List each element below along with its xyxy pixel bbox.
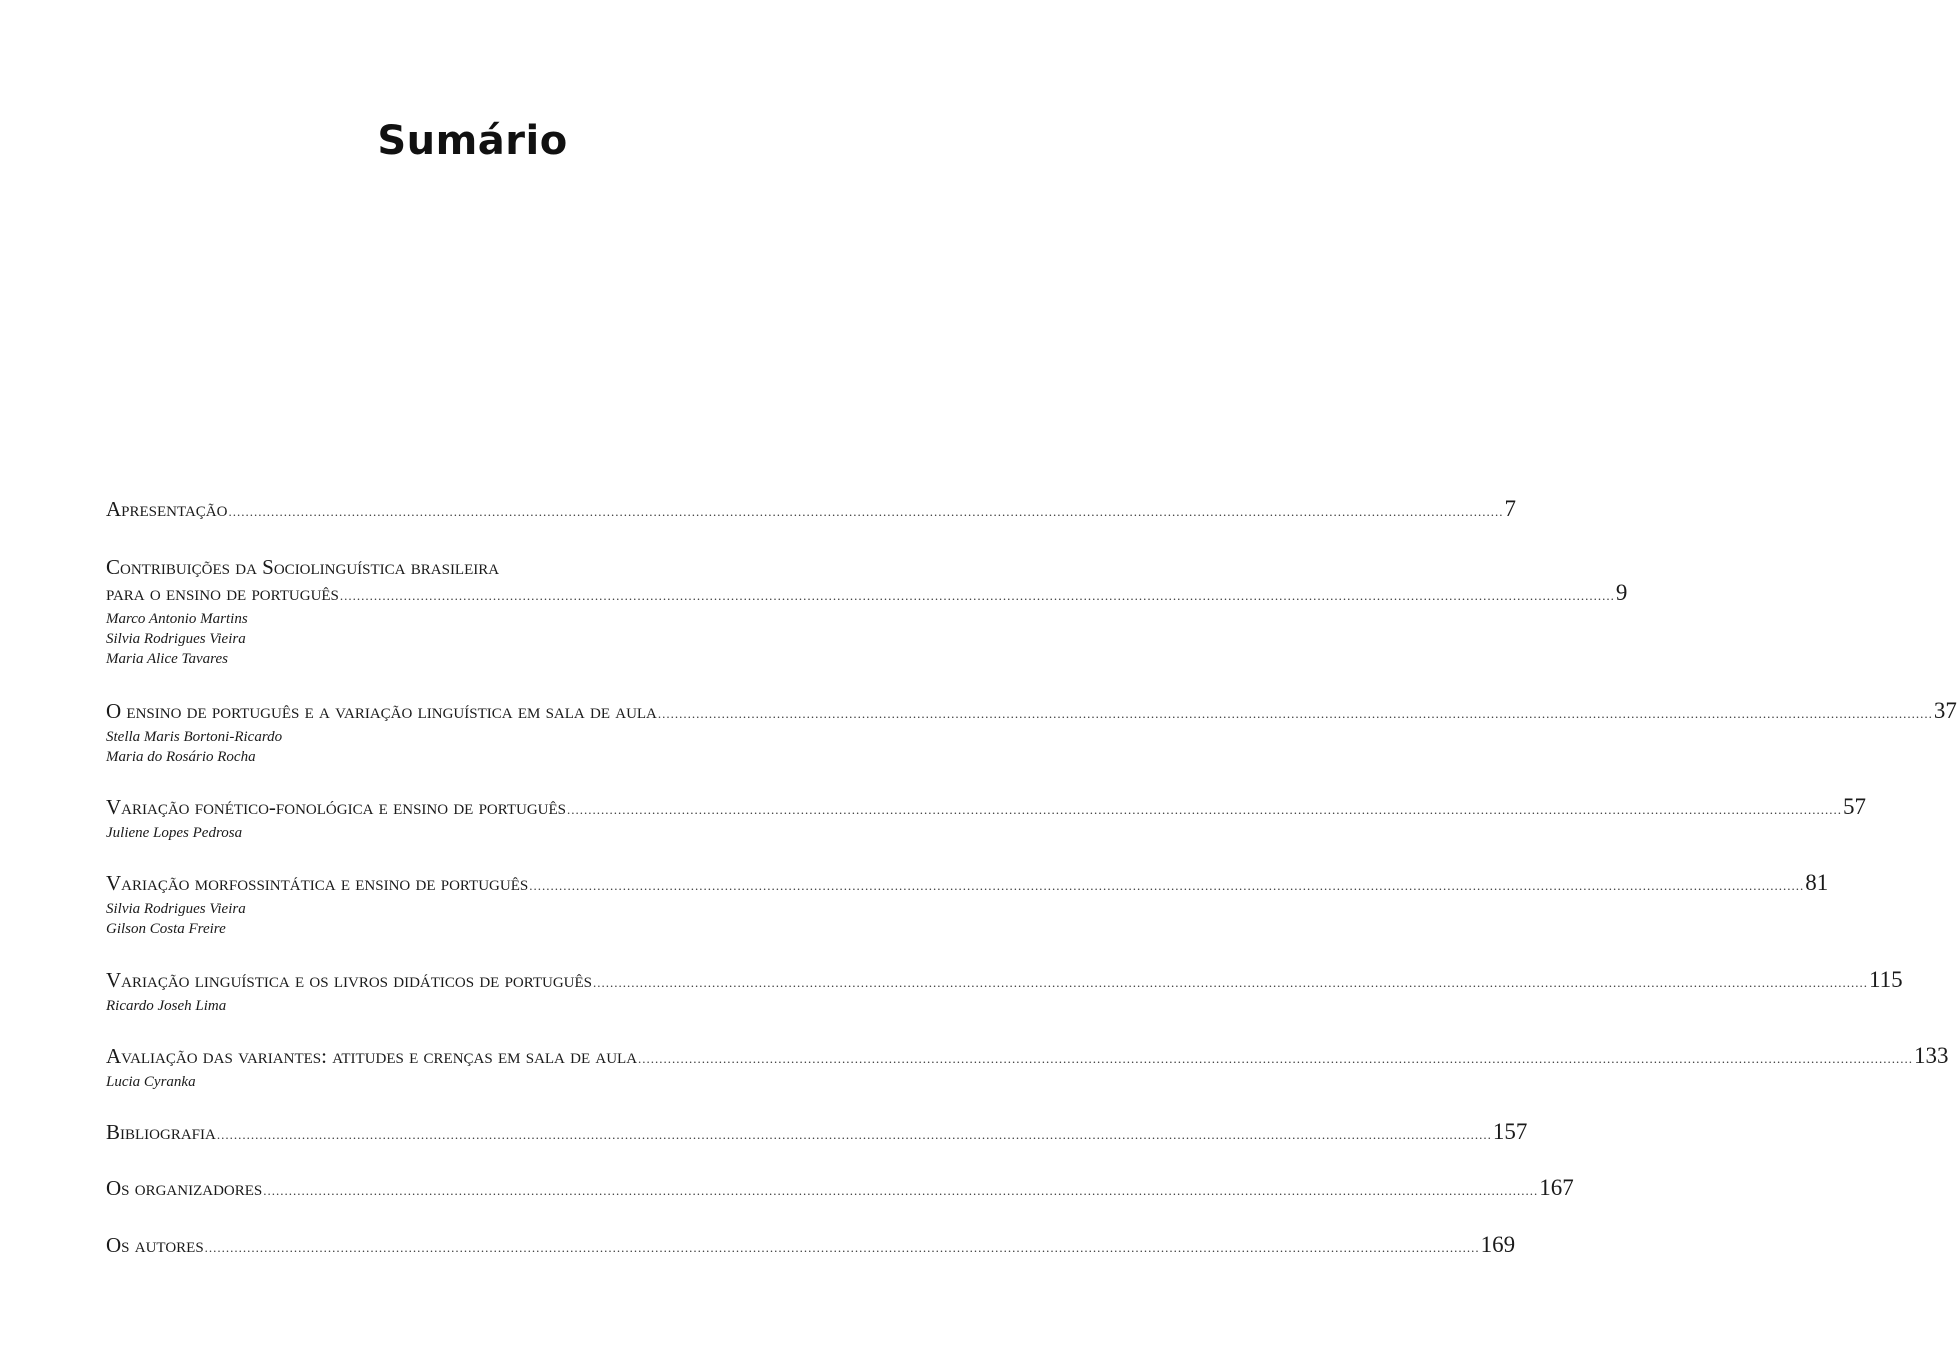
toc-line (106, 496, 1516, 525)
toc-page-number: 133 (1914, 1043, 1949, 1068)
toc-entry-title: Os organizadores (106, 1176, 263, 1200)
leader-dots: ............................................................................................................................................................................................................................................................................................................ (204, 1240, 1480, 1255)
toc-entry-autores[interactable] (106, 1232, 1516, 1261)
toc-line (106, 698, 1957, 727)
toc-entry-title: Bibliografia (106, 1120, 216, 1144)
toc-line (106, 794, 1867, 823)
toc-entry-title: Avaliação das variantes: atitudes e crenças em sala de aula (106, 1044, 638, 1068)
toc-page-number: 81 (1805, 870, 1829, 895)
leader-dots: ............................................................................................................................................................................................................................................................................................................ (593, 975, 1869, 990)
toc-entry-ensino-variacao[interactable] (106, 698, 1957, 767)
toc-entry-apresentacao[interactable] (106, 496, 1516, 525)
toc-page-number: 9 (1615, 580, 1628, 605)
leader-dots: ............................................................................................................................................................................................................................................................................................................ (216, 1127, 1492, 1142)
author-name: Ricardo Joseh Lima (106, 998, 227, 1014)
leader-dots: ............................................................................................................................................................................................................................................................................................................ (263, 1183, 1539, 1198)
author-name: Maria do Rosário Rocha (106, 749, 256, 765)
toc-entry-title: Variação morfossintática e ensino de português (106, 871, 529, 895)
toc-page-number: 157 (1492, 1119, 1528, 1144)
toc-page-number: 169 (1480, 1232, 1516, 1257)
toc-line (106, 967, 1903, 996)
toc-line (106, 580, 1628, 609)
author-name: Stella Maris Bortoni-Ricardo (106, 729, 283, 745)
toc-entry-fonetico[interactable] (106, 794, 1867, 843)
leader-dots: ............................................................................................................................................................................................................................................................................................................ (638, 1051, 1914, 1066)
toc-line (106, 1119, 1528, 1148)
toc-line (106, 870, 1829, 899)
leader-dots: ............................................................................................................................................................................................................................................................................................................ (529, 878, 1805, 893)
toc-entry-title-line1: Contribuições da Sociolinguística brasileira (106, 555, 500, 579)
toc-line (106, 1232, 1516, 1261)
toc-line (106, 554, 856, 580)
toc-entry-title: para o ensino de português (106, 581, 339, 605)
toc-page-number: 115 (1869, 967, 1903, 992)
author-name: Lucia Cyranka (106, 1074, 196, 1090)
author-name: Juliene Lopes Pedrosa (106, 825, 243, 841)
leader-dots: ............................................................................................................................................................................................................................................................................................................ (228, 504, 1504, 519)
toc-entry-title: O ensino de português e a variação linguística em sala de aula (106, 699, 657, 723)
toc-line (106, 1043, 1949, 1072)
toc-page-number: 7 (1504, 496, 1516, 521)
toc-entry-livros-didaticos[interactable] (106, 967, 1903, 1016)
leader-dots: ............................................................................................................................................................................................................................................................................................................ (567, 802, 1843, 817)
toc-entry-title: Apresentação (106, 497, 228, 521)
toc-page-number: 57 (1843, 794, 1867, 819)
author-name: Maria Alice Tavares (106, 651, 228, 667)
toc-page-number: 37 (1933, 698, 1957, 723)
leader-dots: ............................................................................................................................................................................................................................................................................................................ (657, 706, 1933, 721)
author-name: Gilson Costa Freire (106, 921, 226, 937)
author-name: Marco Antonio Martins (106, 611, 248, 627)
leader-dots: ............................................................................................................................................................................................................................................................................................................ (339, 588, 1615, 603)
toc-entry-title: Variação fonético-fonológica e ensino de português (106, 795, 567, 819)
author-name: Silvia Rodrigues Vieira (106, 631, 246, 647)
toc-entry-contribuicoes[interactable] (106, 554, 1628, 669)
toc-entry-avaliacao[interactable] (106, 1043, 1949, 1092)
toc-entry-bibliografia[interactable] (106, 1119, 1528, 1148)
page-title: Sumário (377, 118, 568, 164)
toc-line (106, 1175, 1574, 1204)
toc-entry-morfossintatica[interactable] (106, 870, 1829, 939)
toc-page-number: 167 (1539, 1175, 1574, 1200)
toc-entry-title: Variação linguística e os livros didáticos de português (106, 968, 593, 992)
toc-entry-title: Os autores (106, 1233, 204, 1257)
author-name: Silvia Rodrigues Vieira (106, 901, 246, 917)
toc-entry-organizadores[interactable] (106, 1175, 1574, 1204)
